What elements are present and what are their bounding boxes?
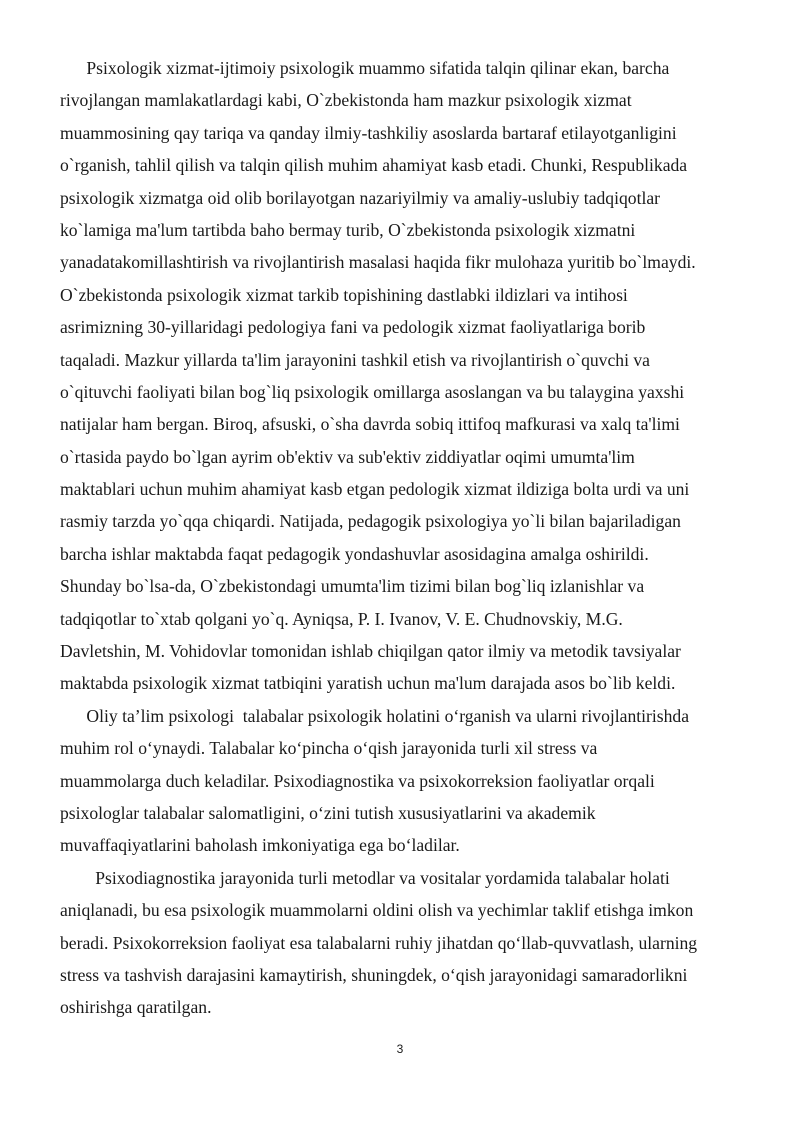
text-line: maktablari uchun muhim ahamiyat kasb etgan pedologik xizmat ildiziga bolta urdi va uni — [60, 479, 690, 500]
text-line: o`qituvchi faoliyati bilan bog`liq psixologik omillarga asoslangan va bu talaygina yaxshi — [60, 381, 685, 402]
text-line: Psixodiagnostika jarayonida turli metodlar va vositalar yordamida talabalar holati — [60, 867, 670, 888]
text-line: maktabda psixologik xizmat tatbiqini yaratish uchun ma'lum darajada asos bo`lib keldi. — [60, 673, 676, 694]
document-body — [60, 52, 750, 1024]
text-line: O`zbekistonda psixologik xizmat tarkib topishining dastlabki ildizlari va intihosi — [60, 284, 628, 305]
text-line: natijalar ham bergan. Biroq, afsuski, o`sha davrda sobiq ittifoq mafkurasi va xalq ta'limi — [60, 414, 680, 435]
text-line: muammolarga duch keladilar. Psixodiagnostika va psixokorreksion faoliyatlar orqali — [60, 770, 655, 791]
text-line: ko`lamiga ma'lum tartibda baho bermay turib, O`zbekistonda psixologik xizmatni — [60, 219, 636, 240]
text-line: Oliy ta’lim psixologi talabalar psixologik holatini o‘rganish va ularni rivojlantirishda — [60, 705, 690, 726]
page-number: 3 — [396, 1042, 404, 1056]
text-line: stress va tashvish darajasini kamaytirish, shuningdek, o‘qish jarayonidagi samaradorlikni — [60, 964, 688, 985]
text-line: muvaffaqiyatlarini baholash imkoniyatiga ega bo‘ladilar. — [60, 835, 460, 856]
text-line: Psixologik xizmat-ijtimoiy psixologik muammo sifatida talqin qilinar ekan, barcha — [60, 58, 670, 78]
paragraph — [60, 52, 750, 700]
text-line: beradi. Psixokorreksion faoliyat esa talabalarni ruhiy jihatdan qo‘llab-quvvatlash, ularning — [60, 932, 698, 953]
paragraph — [60, 862, 750, 1024]
text-line: oshirishga qaratilgan. — [60, 997, 212, 1018]
text-line: aniqlanadi, bu esa psixologik muammolarni oldini olish va yechimlar taklif etishga imkon — [60, 900, 694, 921]
text-line: o`rganish, tahlil qilish va talqin qilish muhim ahamiyat kasb etadi. Chunki, Respublikada — [60, 155, 688, 176]
text-line: yanadatakomillashtirish va rivojlantirish masalasi haqida fikr mulohaza yuritib bo`lmaydi. — [60, 252, 696, 273]
text-line: muhim rol o‘ynaydi. Talabalar ko‘pincha o‘qish jarayonida turli xil stress va — [60, 738, 598, 759]
text-line: rasmiy tarzda yo`qqa chiqardi. Natijada, pedagogik psixologiya yo`li bilan bajariladigan — [60, 511, 681, 532]
text-line: Shunday bo`lsa-da, O`zbekistondagi umumta'lim tizimi bilan bog`liq izlanishlar va — [60, 576, 645, 597]
text-line: o`rtasida paydo bo`lgan ayrim ob'ektiv va sub'ektiv ziddiyatlar oqimi umumta'lim — [60, 446, 635, 467]
text-line: barcha ishlar maktabda faqat pedagogik yondashuvlar asosidagina amalga oshirildi. — [60, 543, 649, 564]
text-line: psixologik xizmatga oid olib borilayotgan nazariyilmiy va amaliy-uslubiy tadqiqotlar — [60, 187, 661, 208]
text-line: asrimizning 30-yillaridagi pedologiya fani va pedologik xizmat faoliyatlariga borib — [60, 317, 646, 338]
text-line: tadqiqotlar to`xtab qolgani yo`q. Ayniqsa, P. I. Ivanov, V. E. Chudnovskiy, M.G. — [60, 608, 623, 629]
paragraph — [60, 700, 750, 862]
text-line: rivojlangan mamlakatlardagi kabi, O`zbekistonda ham mazkur psixologik xizmat — [60, 90, 632, 111]
text-line: Davletshin, M. Vohidovlar tomonidan ishlab chiqilgan qator ilmiy va metodik tavsiyalar — [60, 641, 681, 662]
text-line: taqaladi. Mazkur yillarda ta'lim jarayonini tashkil etish va rivojlantirish o`quvchi va — [60, 349, 650, 370]
text-line: muammosining qay tariqa va qanday ilmiy-tashkiliy asoslarda bartaraf etilayotganligini — [60, 122, 677, 143]
text-line: psixologlar talabalar salomatligini, o‘zini tutish xususiyatlarini va akademik — [60, 802, 596, 823]
